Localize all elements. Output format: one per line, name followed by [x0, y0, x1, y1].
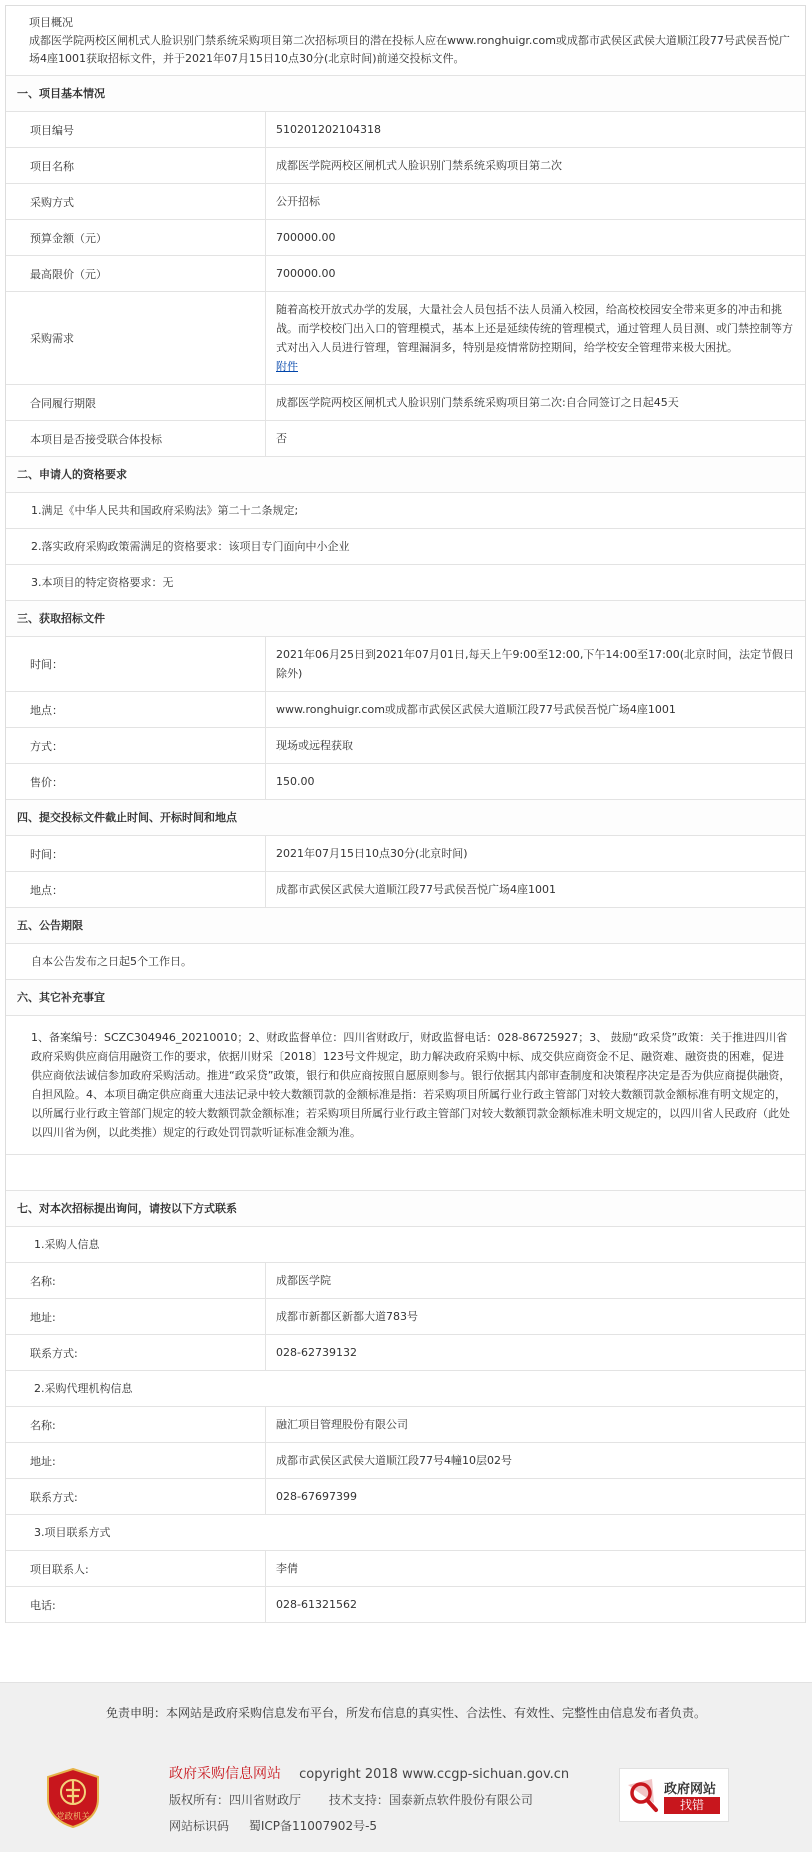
row-label: 名称:: [6, 1407, 266, 1442]
info-row: [6, 1479, 805, 1515]
section-title-submission: 四、提交投标文件截止时间、开标时间和地点: [6, 800, 805, 836]
row-value: 510201202104318: [276, 123, 381, 136]
row-label: 地址:: [6, 1443, 266, 1478]
row-value: 028-61321562: [276, 1598, 357, 1611]
info-row: [6, 764, 805, 800]
contact-group-title: 3.项目联系方式: [6, 1515, 805, 1551]
info-row: [6, 256, 805, 292]
section-title-supplementary: 六、其它补充事宜: [6, 980, 805, 1016]
info-row: [6, 1443, 805, 1479]
blank-row: [6, 1155, 805, 1191]
info-row: [6, 112, 805, 148]
info-row: [6, 872, 805, 908]
row-label: 名称:: [6, 1263, 266, 1298]
footer-owner-line: [169, 1791, 533, 1808]
info-row: [6, 637, 805, 692]
info-row: [6, 184, 805, 220]
info-row: [6, 1335, 805, 1371]
info-row-requirement: [6, 292, 805, 385]
row-label: 采购需求: [6, 292, 266, 384]
row-value: 150.00: [276, 775, 315, 788]
qualification-line: 2.落实政府采购政策需满足的资格要求：该项目专门面向中小企业: [6, 529, 805, 565]
row-label: 售价：: [6, 764, 266, 799]
info-row: [6, 1587, 805, 1623]
disclaimer-text: 免责申明：本网站是政府采购信息发布平台，所发布信息的真实性、合法性、有效性、完整性由信息发布者负责。: [105, 1706, 706, 1720]
row-value: 700000.00: [276, 267, 336, 280]
row-value: 成都医学院两校区闸机式人脸识别门禁系统采购项目第二次: [276, 159, 562, 172]
section-title-contact: 七、对本次招标提出询问，请按以下方式联系: [6, 1191, 805, 1227]
requirement-cell: [266, 292, 805, 384]
row-value: 2021年07月15日10点30分(北京时间): [276, 847, 468, 860]
overview-title: 项目概况: [29, 16, 73, 29]
row-value: 否: [276, 432, 287, 445]
info-row: [6, 148, 805, 184]
footer-copyright: copyright 2018 www.ccgp-sichuan.gov.cn: [299, 1767, 570, 1782]
row-label: 预算金额（元）: [6, 220, 266, 255]
row-label: 本项目是否接受联合体投标: [6, 421, 266, 456]
info-row: [6, 1407, 805, 1443]
row-label: 联系方式:: [6, 1335, 266, 1370]
badge-title: 政府网站: [664, 1782, 717, 1797]
row-value: 成都市武侯区武侯大道顺江段77号武侯吾悦广场4座1001: [276, 883, 556, 896]
footer-icp-line: [169, 1817, 377, 1834]
row-label: 联系方式:: [6, 1479, 266, 1514]
footer-support: 技术支持：国泰新点软件股份有限公司: [328, 1793, 533, 1807]
info-row: [6, 385, 805, 421]
row-value: 公开招标: [276, 195, 320, 208]
info-row: [6, 728, 805, 764]
row-label: 合同履行期限: [6, 385, 266, 420]
overview-text: 成都医学院两校区闸机式人脸识别门禁系统采购项目第二次招标项目的潜在投标人应在www.ronghuigr.com或成都市武侯区武侯大道顺江段77号武侯吾悦广场4座1001获取招标文件，并于2021年07月15日10点30分(北京时间)前递交投标文件。: [29, 34, 790, 65]
announcement-table: [5, 5, 806, 1623]
info-row: [6, 1263, 805, 1299]
row-value: 成都医学院两校区闸机式人脸识别门禁系统采购项目第二次:自合同签订之日起45天: [276, 396, 679, 409]
info-row: [6, 220, 805, 256]
footer-icp[interactable]: 蜀ICP备11007902号-5: [248, 1819, 378, 1833]
magnifier-icon: [626, 1777, 660, 1813]
row-value: 成都市武侯区武侯大道顺江段77号4幢10层02号: [276, 1454, 512, 1467]
row-label: 项目联系人:: [6, 1551, 266, 1586]
emblem-label: 党政机关: [55, 1812, 91, 1822]
project-overview: [6, 6, 805, 76]
row-label: 项目名称: [6, 148, 266, 183]
row-label: 采购方式: [6, 184, 266, 219]
info-row: [6, 421, 805, 457]
section-title-basic-info: 一、项目基本情况: [6, 76, 805, 112]
attachment-link[interactable]: 附件: [276, 360, 298, 373]
supplementary-text: 1、备案编号：SCZC304946_20210010；2、财政监督单位：四川省财政厅，财政监督电话：028-86725927；3、 鼓励“政采贷”政策：关于推进四川省政府采购供应商信用融资工作的要求，依据川财采〔2018〕123号文件规定，助力解决政府采购中标、成交供应商资金不足、融资难、融资贵的困难，促进供应商依法诚信参加政府采购活动。推进“政采贷”政策，银行和供应商按照自愿原则参与。银行依据其内部审查制度和决策程序决定是否为供应商提供融资，自担风险。4、本项目确定供应商重大违法记录中较大数额罚款的金额标准是指：若采购项目所属行业行政主管部门对较大数额罚款金额标准有明文规定的，以所属行业行政主管部门规定的较大数额罚款金额标准；若采购项目所属行业行政主管部门对较大数额罚款金额标准未明文规定的，以四川省人民政府（此处以四川省为例，以此类推）规定的行政处罚罚款听证标准金额为准。: [6, 1016, 805, 1155]
row-label: 时间：: [6, 637, 266, 691]
row-label: 项目编号: [6, 112, 266, 147]
info-row: [6, 1551, 805, 1587]
info-row: [6, 1299, 805, 1335]
section-title-get-documents: 三、获取招标文件: [6, 601, 805, 637]
party-government-emblem-icon[interactable]: [46, 1768, 100, 1828]
notice-period-text: 自本公告发布之日起5个工作日。: [6, 944, 805, 980]
contact-group-title: 1.采购人信息: [6, 1227, 805, 1263]
footer-owner: 版权所有：四川省财政厅: [169, 1793, 302, 1807]
row-value: 700000.00: [276, 231, 336, 244]
row-value: www.ronghuigr.com或成都市武侯区武侯大道顺江段77号武侯吾悦广场4座1001: [276, 703, 676, 716]
row-value: 2021年06月25日到2021年07月01日,每天上午9:00至12:00,下午14:00至17:00(北京时间，法定节假日除外): [276, 648, 795, 680]
row-label: 时间：: [6, 836, 266, 871]
footer-brand-line: [169, 1763, 569, 1783]
footer-site-id-label: 网站标识码: [169, 1819, 230, 1833]
row-label: 地点：: [6, 692, 266, 727]
row-value: 成都市新都区新都大道783号: [276, 1310, 418, 1323]
row-value: 028-67697399: [276, 1490, 357, 1503]
section-title-qualification: 二、申请人的资格要求: [6, 457, 805, 493]
info-row: [6, 692, 805, 728]
section-title-notice-period: 五、公告期限: [6, 908, 805, 944]
footer-brand[interactable]: 政府采购信息网站: [169, 1766, 281, 1782]
row-value: 现场或远程获取: [276, 739, 353, 752]
row-label: 地点：: [6, 872, 266, 907]
qualification-line: 3.本项目的特定资格要求：无: [6, 565, 805, 601]
row-label: 方式：: [6, 728, 266, 763]
qualification-line: 1.满足《中华人民共和国政府采购法》第二十二条规定;: [6, 493, 805, 529]
row-label: 电话:: [6, 1587, 266, 1622]
contact-group-title: 2.采购代理机构信息: [6, 1371, 805, 1407]
row-value: 李倩: [276, 1562, 298, 1575]
site-footer: [0, 1682, 812, 1852]
row-value: 028-62739132: [276, 1346, 357, 1359]
row-label: 地址:: [6, 1299, 266, 1334]
badge-find-error: 找错: [664, 1797, 720, 1814]
government-website-error-report-badge[interactable]: [619, 1768, 729, 1822]
requirement-text: 随着高校开放式办学的发展，大量社会人员包括不法人员涌入校园，给高校校园安全带来更多的冲击和挑战。而学校校门出入口的管理模式，基本上还是延续传统的管理模式，通过管理人员目测、或门禁控制等方式对出入人员进行管理，管理漏洞多，特别是疫情常防控期间，给学校安全管理带来极大困扰。: [276, 303, 793, 354]
row-label: 最高限价（元）: [6, 256, 266, 291]
info-row: [6, 836, 805, 872]
row-value: 融汇项目管理股份有限公司: [276, 1418, 408, 1431]
row-value: 成都医学院: [276, 1274, 331, 1287]
